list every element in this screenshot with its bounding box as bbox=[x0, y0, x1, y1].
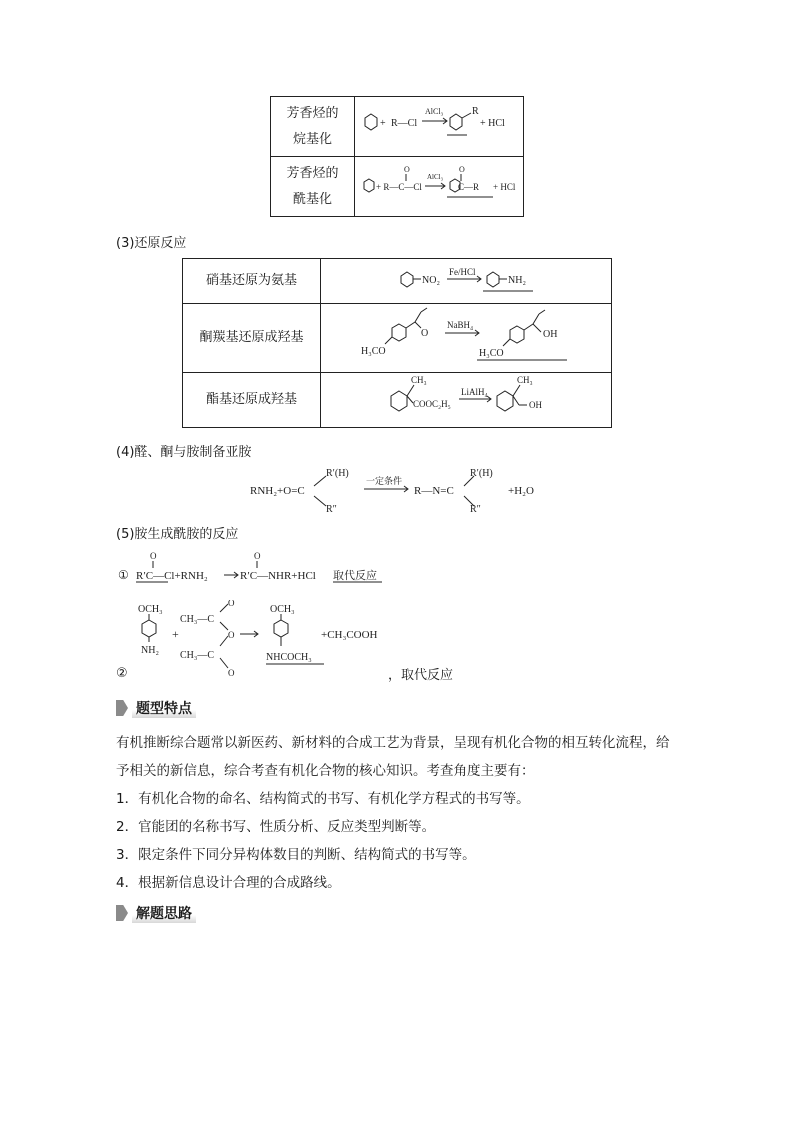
badge-approach bbox=[116, 903, 196, 923]
features-item-3: 3．限定条件下同分异构体数目的判断、结构简式的书写等。 bbox=[116, 847, 476, 863]
alkylation-equation bbox=[355, 97, 524, 157]
acylation-equation bbox=[355, 157, 524, 217]
methoxy-label: H₃CO bbox=[479, 348, 504, 359]
badge-marker-icon bbox=[116, 905, 128, 921]
svg-text:+: + bbox=[380, 118, 386, 129]
o-label: O bbox=[228, 600, 235, 608]
amide2-type: ，取代反应 bbox=[388, 668, 454, 683]
amide1-right: R′C—NHR+HCl bbox=[240, 570, 316, 582]
imine-byproduct: +H₂O bbox=[508, 485, 534, 497]
ester-scheme bbox=[321, 373, 611, 423]
ester-label: COOC₂H₅ bbox=[413, 399, 451, 409]
imine-rh-bot2: R″ bbox=[470, 504, 481, 515]
label-line2: 烷基化 bbox=[292, 131, 332, 147]
imine-equation bbox=[248, 462, 548, 518]
features-item-4: 4．根据新信息设计合理的合成路线。 bbox=[116, 875, 341, 891]
product-text: C—R bbox=[458, 182, 480, 192]
amide-equation-1 bbox=[116, 545, 416, 585]
item-number-1: ① bbox=[118, 568, 129, 582]
benzene-ring-icon bbox=[392, 324, 406, 341]
anhydride-bot: CH₃—C bbox=[180, 650, 215, 661]
row-label bbox=[271, 97, 355, 157]
o-label: O bbox=[228, 630, 235, 640]
hydroxyl-label: OH bbox=[529, 400, 542, 410]
imine-rh-bot: R″ bbox=[326, 504, 337, 515]
imine-left: RNH₂+O=C bbox=[250, 485, 305, 497]
methyl-label: CH₃ bbox=[517, 375, 533, 385]
benzene-ring-icon bbox=[274, 620, 288, 637]
o-label: O bbox=[228, 668, 235, 678]
methoxy-label: H₃CO bbox=[361, 346, 386, 357]
benzene-ring-icon bbox=[487, 272, 499, 287]
table-aromatic bbox=[270, 96, 524, 217]
alkylation-scheme bbox=[355, 97, 523, 152]
plus-sign: + bbox=[172, 627, 179, 641]
amide1-type: 取代反应 bbox=[333, 569, 377, 582]
label-nitro: 硝基还原为氨基 bbox=[205, 273, 297, 288]
features-item-2: 2．官能团的名称书写、性质分析、反应类型判断等。 bbox=[116, 819, 436, 835]
nitro-group: NO₂ bbox=[422, 275, 440, 286]
badge-features bbox=[116, 698, 196, 718]
anhydride-top: CH₃—C bbox=[180, 614, 215, 625]
reagent-text: + R—C—Cl bbox=[376, 182, 422, 192]
nitro-equation bbox=[321, 259, 612, 304]
section-heading-amide: (5)胺生成酰胺的反应 bbox=[116, 527, 239, 542]
badge-marker-icon bbox=[116, 700, 128, 716]
imine-condition: 一定条件 bbox=[366, 477, 403, 487]
catalyst-text: LiAlH₄ bbox=[461, 387, 488, 397]
imine-mid: R—N=C bbox=[414, 485, 454, 497]
row-label bbox=[183, 259, 321, 304]
badge-approach-label: 解题思路 bbox=[132, 903, 196, 923]
row-label bbox=[183, 304, 321, 373]
catalyst-text: AlCl₃ bbox=[425, 107, 444, 116]
cyclohexane-ring-icon bbox=[391, 391, 407, 411]
o-label: O bbox=[254, 551, 261, 561]
label-line1: 芳香烃的 bbox=[286, 165, 339, 181]
ketone-scheme bbox=[321, 304, 611, 368]
benzene-ring-icon bbox=[450, 114, 462, 130]
nitro-scheme bbox=[321, 259, 611, 299]
byproduct: + HCl bbox=[480, 118, 505, 129]
product-och3: OCH₃ bbox=[270, 604, 295, 615]
features-intro: 有机推断综合题常以新医药、新材料的合成工艺为背景，呈现有机化合物的相互转化流程，给予相关的新信息，综合考查有机化合物的核心知识。考查角度主要有： bbox=[116, 735, 670, 779]
ester-equation bbox=[321, 373, 612, 428]
label-ester: 酯基还原成羟基 bbox=[205, 392, 297, 407]
benzene-ring-icon bbox=[510, 326, 524, 343]
row-label bbox=[183, 373, 321, 428]
benzene-ring-icon bbox=[142, 620, 156, 637]
row-label bbox=[271, 157, 355, 217]
imine-rh-top2: R′(H) bbox=[470, 468, 493, 479]
byproduct-acetic: +CH₃COOH bbox=[321, 629, 378, 641]
benzene-ring-icon bbox=[401, 272, 413, 287]
catalyst-text: AlCl₃ bbox=[427, 173, 444, 181]
o-label: O bbox=[459, 165, 465, 174]
product-nhcoch3: NHCOCH₃ bbox=[266, 652, 312, 663]
features-item-1: 1．有机化合物的命名、结构简式的书写、有机化学方程式的书写等。 bbox=[116, 791, 530, 807]
benzene-ring-icon bbox=[365, 114, 377, 130]
hydroxyl-label: OH bbox=[543, 329, 558, 340]
item-number-2: ② bbox=[116, 666, 128, 681]
o-label: O bbox=[404, 165, 410, 174]
cyclohexane-ring-icon bbox=[497, 391, 513, 411]
reactant-nh2: NH₂ bbox=[141, 645, 159, 656]
section-heading-reduction: (3)还原反应 bbox=[116, 236, 187, 251]
ketone-equation bbox=[321, 304, 612, 373]
imine-rh-top: R′(H) bbox=[326, 468, 349, 479]
amino-group: NH₂ bbox=[508, 275, 526, 286]
section-heading-imine: (4)醛、酮与胺制备亚胺 bbox=[116, 445, 252, 460]
table-reduction bbox=[182, 258, 612, 428]
product-r: R bbox=[472, 106, 479, 117]
reactant-och3: OCH₃ bbox=[138, 604, 163, 615]
label-line1: 芳香烃的 bbox=[286, 105, 339, 121]
catalyst-text: Fe/HCl bbox=[449, 267, 476, 277]
methyl-label: CH₃ bbox=[411, 375, 427, 385]
catalyst-text: NaBH₄ bbox=[447, 320, 474, 330]
label-ketone: 酮羰基还原成羟基 bbox=[199, 330, 304, 345]
o-label: O bbox=[150, 551, 157, 561]
byproduct: + HCl bbox=[493, 182, 516, 192]
reagent-text: R—Cl bbox=[391, 118, 418, 129]
label-line2: 酰基化 bbox=[292, 191, 332, 207]
badge-features-label: 题型特点 bbox=[132, 698, 196, 718]
o-label: O bbox=[421, 328, 429, 339]
acylation-scheme bbox=[355, 157, 523, 212]
amide1-left: R′C—Cl+RNH₂ bbox=[136, 570, 208, 582]
benzene-ring-icon bbox=[364, 179, 374, 192]
